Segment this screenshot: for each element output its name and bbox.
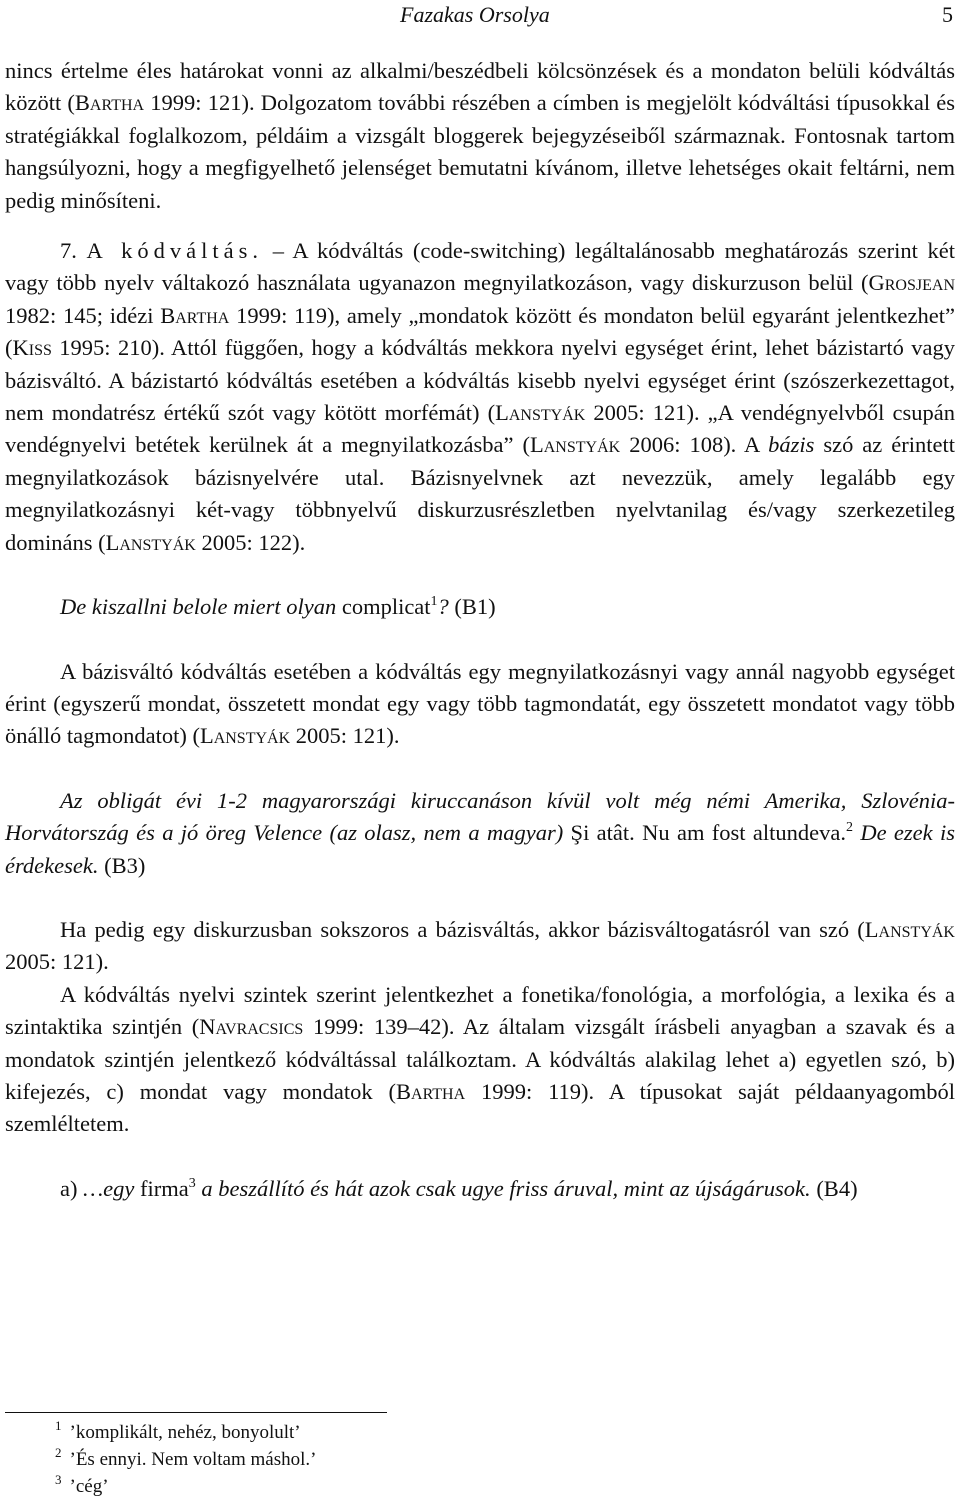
citation-author: Navracsics (199, 1014, 304, 1040)
citation-author: Lanstyák (530, 432, 621, 458)
running-header (0, 2, 960, 32)
citation-author: Lanstyák (864, 916, 955, 942)
body-text (5, 55, 955, 1205)
footnotes (5, 1412, 955, 1500)
paragraph-basis-switching: A bázisváltó kódváltás esetében a kódváltás egy megnyilatkozásnyi vagy annál nagyobb egységet érint (egyszerű mondat, összetett mondat egy vagy több tagmondatát, egy összetett mondatot vagy több önálló tagmondatot) (Lanstyák 2005: 121). (5, 658, 955, 749)
footnote-divider (5, 1412, 387, 1413)
example-b3: Az obligát évi 1-2 magyarországi kiruccanáson kívül volt még némi Amerika, Szlovénia-Horvátország és a jó öreg Velence (az olasz, nem a magyar) Şi atât. Nu am fost altundeva.$^2$ De ezek is érdekesek. (B3) (5, 787, 955, 878)
paragraph-levels: A kódváltás nyelvi szintek szerint jelentkezhet a fonetika/fonológia, a morfológia, a lexika és a szintaktika szintjén (Navracsics 1999: 139–42). Az általam vizsgált írásbeli anyagban a szavak és a mondatok szintjén jelentkező kódváltással találkoztam. A kódváltás alakilag lehet a) egyetlen szó, b) kifejezés, c) mondat vagy mondatok (Bartha 1999: 119). A típusokat saját példaanyagomból szemléltetem. (5, 981, 955, 1137)
footnote-ref[interactable]: 2 (845, 820, 853, 836)
footnote-ref[interactable]: 3 (188, 1175, 196, 1191)
footnote-item: $^2$ ’És ennyi. Nem voltam máshol.’ (55, 1445, 317, 1470)
footnote-ref[interactable]: 1 (430, 594, 438, 610)
citation-author: Lanstyák (199, 723, 291, 749)
section-heading: A kódváltás. (86, 238, 264, 264)
footnote-item: $^3$ ’cég’ (55, 1472, 109, 1497)
section-7-paragraph: 7. A kódváltás. – A kódváltás (code-switching) legáltalánosabb meghatározás szerint két vagy több nyelv váltakozó használata ugyanazon megnyilatkozáson, vagy diskurzuson belül (Grosjean 1982: 145; idézi Bartha 1999: 119), amely „mondatok között és mondaton belül egyaránt jelentkezhet” (Kiss 1995: 210). Attól függően, hogy a kódváltás mekkora nyelvi egységet érint, lehet bázistartó vagy bázisváltó. A bázistartó kódváltás esetében a kódváltás kisebb nyelvi egységet érint (szószerkezettagot, nem mondatrész értékű szót vagy kötött morfémát) (Lanstyák 2005: 121). „A vendégnyelvből csupán vendégnyelvi betétek kerülnek át a megnyilatkozásba” (Lanstyák 2006: 108). A bázis szó az érintett megnyilatkozások bázisnyelvére utal. Bázisnyelvnek azt nevezzük, amely legalább egy megnyilatkozásnyi két-vagy többnyelvű diskurzusrészletben nyelvtanilag és/vagy szerkezetileg domináns (Lanstyák 2005: 122). (5, 238, 956, 555)
citation-author: Grosjean (868, 270, 955, 296)
section-number: 7. (60, 238, 77, 264)
emphasized-term: bázis (768, 432, 815, 458)
citation-author: Bartha (160, 302, 230, 328)
footnote-item: $^1$ ’komplikált, nehéz, bonyolult’ (55, 1418, 301, 1443)
example-b4: a) …egy firma$^3$ a beszállító és hát azok csak ugye friss áruval, mint az újságárusok. (B4) (60, 1175, 858, 1201)
citation-author: Lanstyák (495, 400, 586, 426)
citation-author: Bartha (74, 90, 145, 116)
paragraph-alternation: Ha pedig egy diskurzusban sokszoros a bázisváltás, akkor bázisváltogatásról van szó (Lanstyák 2005: 121). (5, 916, 955, 975)
header-author: Fazakas Orsolya (400, 2, 550, 27)
citation-author: Kiss (12, 335, 52, 361)
citation-author: Lanstyák (105, 529, 196, 555)
page-number: 5 (942, 2, 953, 27)
paragraph-continuation: nincs értelme éles határokat vonni az alkalmi/beszédbeli kölcsönzések és a mondaton belüli kódváltás között (Bartha 1999: 121). Dolgozatom további részében a címben is megjelölt kódváltási típusokkal és stratégiákkal foglalkozom, példáim a vizsgált bloggerek bejegyzéseiből származnak. Fontosnak tartom hangsúlyozni, hogy a megfigyelhető jelenséget bemutatni kívánom, illetve lehetséges okait feltárni, nem pedig minősíteni. (5, 58, 955, 213)
example-b1: De kiszallni belole miert olyan complicat$^1$? (B1) (60, 594, 496, 620)
citation-author: Bartha (396, 1078, 466, 1104)
